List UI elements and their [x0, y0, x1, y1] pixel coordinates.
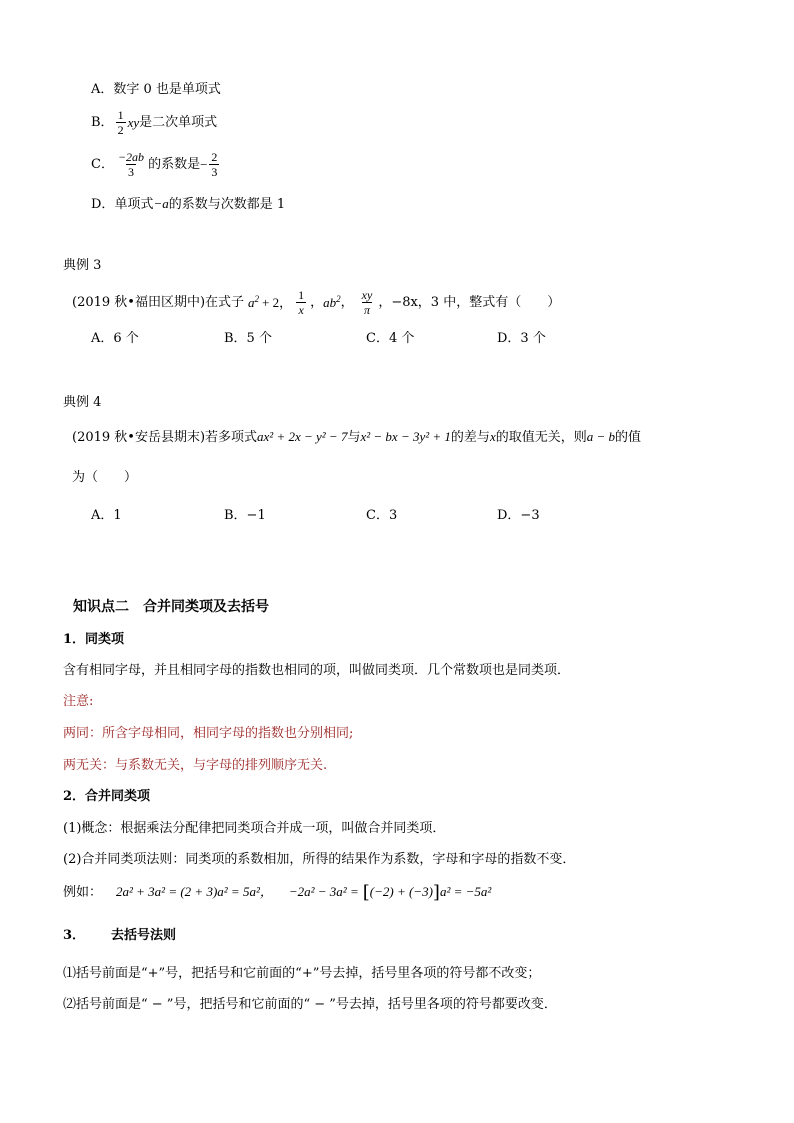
example-question [72, 288, 560, 317]
fraction-numerator: −2ab [117, 150, 145, 164]
math-formula: a² = −5a² [439, 884, 492, 899]
fraction [360, 288, 375, 317]
option-a: A．6 个 [91, 331, 139, 346]
subsection-title: 1．同类项 [63, 632, 125, 647]
math-term: $ab^2$ [323, 294, 341, 310]
question-text: 与 [347, 430, 361, 445]
minus-sign: − [200, 157, 208, 172]
example-line [63, 884, 491, 902]
option-d [91, 197, 285, 211]
separator: ， [340, 295, 354, 310]
fraction-denominator: x [298, 303, 304, 317]
section-title: 知识点二 合并同类项及去括号 [73, 599, 269, 615]
question-text: 为（ ） [72, 470, 138, 485]
fraction [116, 108, 126, 137]
question-text: 的差与 [450, 430, 490, 445]
option-b: B．5 个 [224, 331, 272, 346]
fraction [296, 288, 306, 317]
example-heading: 典例 3 [63, 258, 102, 273]
note-item: 两同：所含字母相同，相同字母的指数也分别相同; [63, 726, 354, 741]
example-label: 例如： [63, 885, 103, 900]
separator: ， [310, 295, 324, 310]
right-bracket: ] [432, 882, 440, 903]
math-term: x [489, 429, 496, 444]
fraction-denominator: 3 [211, 165, 218, 179]
option-text: 的系数是 [148, 157, 201, 172]
math-term: −a [153, 196, 169, 211]
option-label: B． [91, 115, 114, 130]
example-question [72, 430, 641, 444]
paragraph: (2)合并同类项法则：同类项的系数相加，所得的结果作为系数，字母和字母的指数不变． [63, 852, 576, 867]
fraction [209, 150, 219, 179]
fraction [116, 150, 146, 179]
polynomial: ax² + 2x − y² − 7 [257, 429, 348, 444]
question-text: 的值 [615, 430, 642, 445]
option-label: A． [91, 82, 114, 97]
math-term: a − b [586, 429, 616, 444]
paragraph: (1)概念：根据乘法分配律把同类项合并成一项，叫做合并同类项． [63, 821, 446, 836]
note-item: 两无关：与系数无关，与字母的排列顺序无关. [63, 758, 328, 773]
fraction-numerator: 2 [211, 150, 218, 164]
option-text: 是二次单项式 [139, 115, 218, 130]
math-formula: (−2) + (−3) [369, 884, 433, 899]
question-source: (2019 秋•安岳县期末)若多项式 [72, 430, 258, 445]
math-formula: 2a² + 3a² = (2 + 3)a² = 5a²， [116, 884, 273, 899]
fraction-numerator: xy [361, 288, 373, 302]
fraction-denominator: 3 [128, 165, 134, 179]
polynomial: x² − bx − 3y² + 1 [360, 429, 451, 444]
subsection-number: 3． [63, 928, 86, 943]
left-bracket: [ [362, 882, 370, 903]
fraction-denominator: 2 [117, 123, 124, 137]
option-d: D．−3 [497, 508, 540, 523]
fraction-numerator: 1 [117, 108, 124, 122]
question-text: ，−8x，3 中，整式有（ ） [378, 295, 561, 310]
math-term: xy [127, 115, 140, 130]
fraction-denominator: π [363, 303, 370, 317]
math-term: + 2， [262, 295, 293, 310]
math-formula: −2a² − 3a² = [288, 884, 359, 899]
paragraph: 含有相同字母，并且相同字母的指数也相同的项，叫做同类项．几个常数项也是同类项． [63, 663, 571, 678]
option-b: B．−1 [224, 508, 266, 523]
option-text: 数字 0 也是单项式 [113, 82, 221, 97]
math-term: $a^2$ [248, 294, 260, 310]
fraction-numerator: 1 [298, 288, 305, 302]
option-c [91, 150, 221, 179]
option-c: C．3 [366, 508, 398, 523]
question-text: 的取值无关，则 [495, 430, 587, 445]
option-text: 的系数与次数都是 1 [168, 197, 286, 212]
subsection-title: 2．合并同类项 [63, 789, 151, 804]
note-label: 注意: [63, 694, 94, 709]
option-label: D． [91, 197, 115, 212]
option-d: D．3 个 [497, 331, 546, 346]
paragraph: ⑴括号前面是“+”号，把括号和它前面的“+”号去掉，括号里各项的符号都不改变； [63, 966, 541, 981]
option-c: C．4 个 [366, 331, 415, 346]
option-a [91, 83, 221, 96]
option-label: C． [91, 157, 114, 172]
option-b [91, 108, 217, 137]
paragraph: ⑵括号前面是“ − ”号，把括号和它前面的“ − ”号去掉，括号里各项的符号都要改变． [63, 997, 557, 1012]
example-heading: 典例 4 [63, 395, 102, 410]
question-source: (2019 秋•福田区期中)在式子 [72, 295, 245, 310]
option-a: A．1 [91, 508, 122, 523]
option-text: 单项式 [114, 197, 154, 212]
subsection-title: 去括号法则 [111, 928, 177, 943]
